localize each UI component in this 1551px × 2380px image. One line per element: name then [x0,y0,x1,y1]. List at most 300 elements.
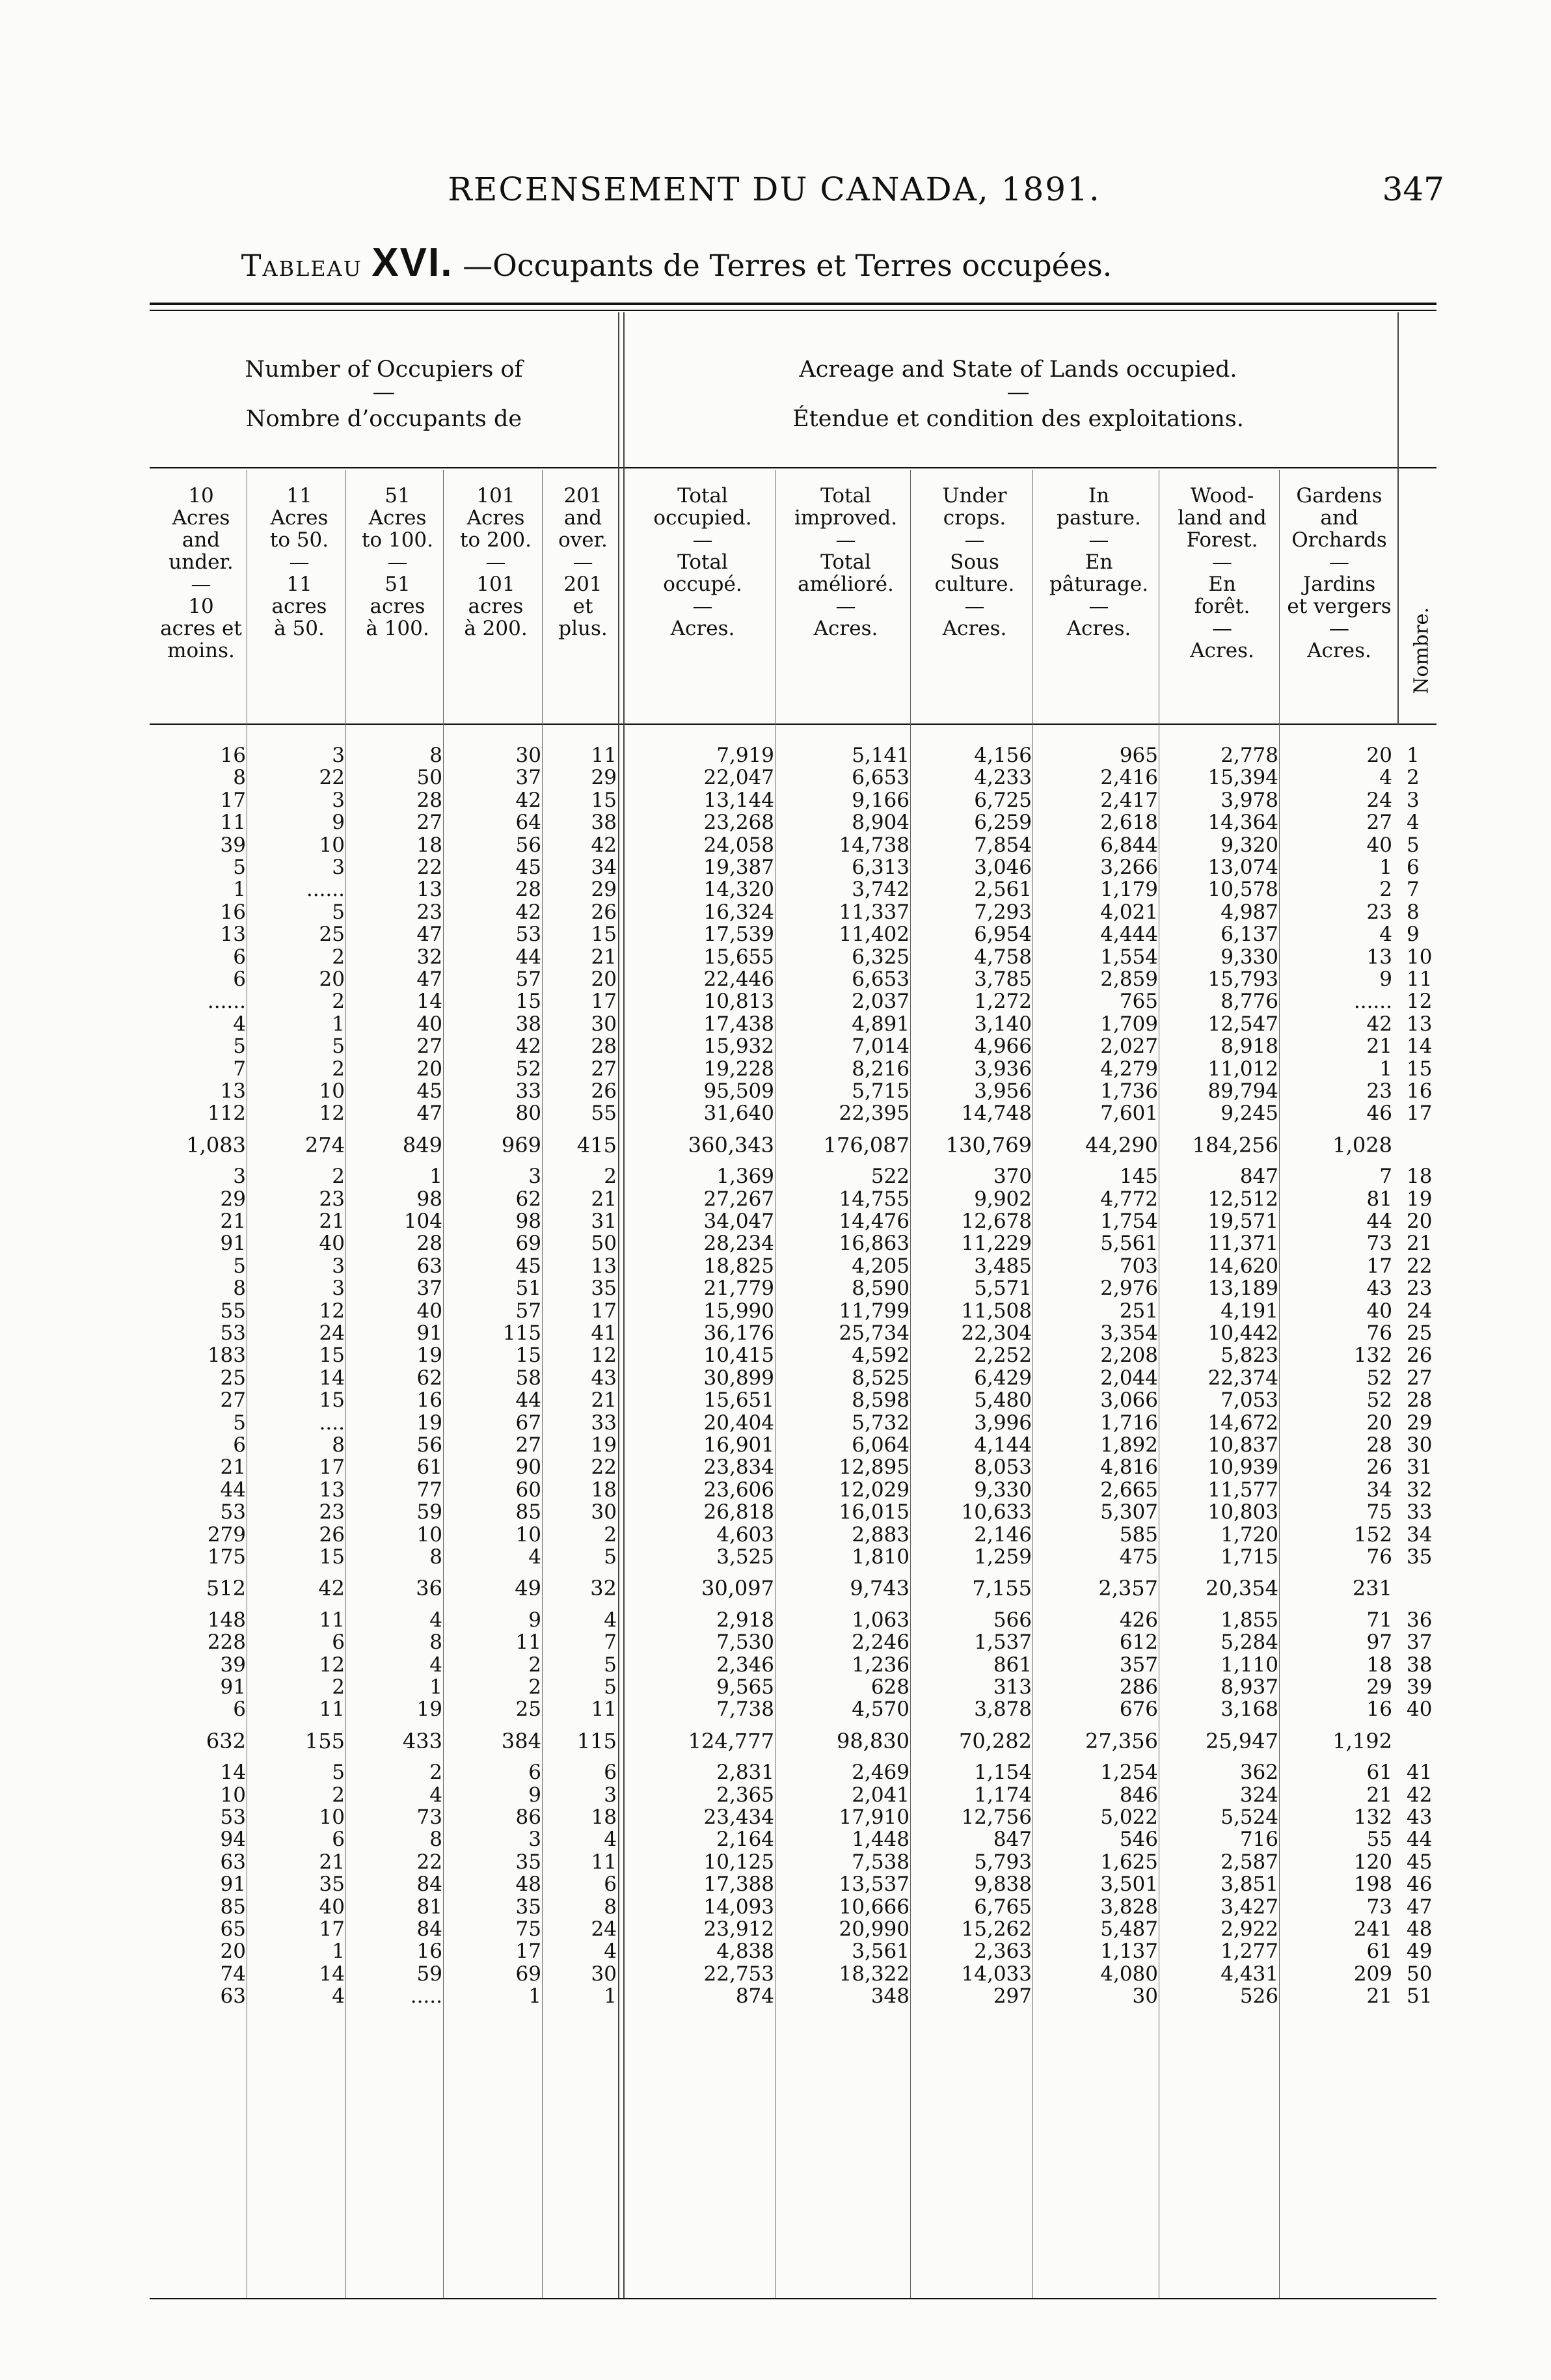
table-cell: 64 [515,811,541,835]
table-cell: 17,438 [703,1012,774,1036]
table-cell: 522 [870,1165,910,1189]
table-cell: 3,996 [974,1411,1032,1435]
table-cell: 41 [591,1321,617,1345]
table-cell: 17,539 [703,923,774,947]
table-cell: 90 [515,1455,541,1480]
table-cell: 228 [207,1630,246,1655]
table-cell: 313 [993,1675,1032,1699]
table-cell: 3,046 [974,856,1032,879]
table-cell: 20,404 [703,1411,774,1435]
table-cell: 14,620 [1207,1254,1278,1278]
column-header-line: 51 [384,484,411,507]
table-cell: 426 [1119,1608,1158,1632]
table-cell: 23,834 [703,1455,774,1480]
table-cell: 11,337 [839,900,910,924]
table-cell: 7 [233,1057,246,1081]
table-cell: 9 [528,1608,541,1632]
table-cell: 11,577 [1207,1478,1278,1502]
table-cell: 27 [220,1388,246,1413]
table-cell: 612 [1119,1630,1158,1655]
column-header-line: — [1088,528,1109,552]
table-cell: 21 [1366,1984,1392,2008]
table-cell: 2,252 [974,1344,1032,1368]
table-row [0,1502,1551,1523]
table-cell: 11 [591,744,617,767]
table-cell: 2 [1379,878,1392,902]
table-cell: 2,561 [974,878,1032,902]
row-number: 14 [1407,1034,1433,1059]
table-cell: 45 [515,1254,541,1278]
table-cell: 2,416 [1100,766,1158,790]
table-cell: 1,855 [1221,1608,1278,1632]
table-cell: 30 [591,1012,617,1036]
table-cell: 7,293 [974,900,1032,924]
column-header-1 [151,485,251,662]
table-cell: 14,755 [839,1187,910,1211]
table-cell: 5 [604,1675,617,1699]
table-row [0,857,1551,878]
table-cell: 30 [591,1500,617,1524]
table-row [0,1301,1551,1322]
table-row [0,1897,1551,1918]
table-cell: 35 [591,1277,617,1301]
table-cell: 18 [416,833,442,857]
row-number: 18 [1407,1165,1433,1189]
table-row [0,947,1551,968]
row-number: 43 [1407,1805,1433,1829]
row-number: 29 [1407,1411,1433,1435]
table-row [0,1919,1551,1940]
table-cell: 7,738 [716,1697,774,1722]
table-cell: 6,765 [974,1895,1032,1919]
table-cell: 24,058 [703,833,774,857]
table-cell: 6,259 [974,811,1032,835]
table-cell: 36,176 [703,1321,774,1345]
table-cell: 22,446 [703,967,774,991]
table-cell: 3 [528,1828,541,1852]
table-cell: 9,565 [716,1675,774,1699]
table-cell: 76 [1366,1321,1392,1345]
row-number: 33 [1407,1500,1433,1524]
row-number: 17 [1407,1102,1433,1126]
table-cell: 5,823 [1221,1344,1278,1368]
table-cell: 3 [332,788,345,812]
table-cell: 57 [515,1299,541,1323]
table-cell: 37 [416,1277,442,1301]
table-cell: 526 [1239,1984,1278,2008]
column-header-line: and [563,506,602,530]
table-cell: 29 [591,766,617,790]
table-cell: 14,476 [839,1210,910,1233]
row-number: 45 [1407,1850,1433,1874]
column-header-line: In [1088,484,1110,507]
table-row [0,1323,1551,1344]
table-cell: 3,978 [1221,788,1278,812]
column-header-line: 10 [188,484,214,507]
row-number: 41 [1407,1761,1433,1785]
table-cell: 25 [220,1366,246,1390]
row-number: 31 [1407,1455,1433,1480]
table-cell: 11,012 [1207,1057,1278,1081]
table-cell: 16,901 [703,1433,774,1457]
table-cell: 52 [515,1057,541,1081]
table-cell: 28 [1366,1433,1392,1457]
table-cell: 15 [319,1344,345,1368]
column-header-line: — [692,595,713,618]
column-header-line: improved. [794,506,898,530]
table-cell: 2,587 [1221,1850,1278,1874]
table-cell: 22,395 [839,1102,910,1126]
table-cell: 30 [591,1962,617,1986]
table-cell: 2,883 [852,1522,910,1547]
table-cell: 2,365 [716,1783,774,1807]
column-header-line: — [835,595,856,618]
table-row [0,1435,1551,1456]
table-cell: 15,655 [703,945,774,969]
table-cell: 2,831 [716,1761,774,1785]
table-cell: 1 [1379,856,1392,879]
column-header-line: acres et [160,617,242,640]
table-cell: 969 [501,1132,541,1157]
row-number: 37 [1407,1630,1433,1655]
table-cell: 19 [416,1344,442,1368]
table-row [0,879,1551,900]
table-cell: 3,501 [1100,1873,1158,1897]
table-cell: 5 [233,1411,246,1435]
table-cell: 4,144 [974,1433,1032,1457]
row-number: 12 [1407,990,1433,1014]
table-cell: 13 [591,1254,617,1278]
table-cell: 9,245 [1221,1102,1278,1126]
table-cell: 21 [319,1850,345,1874]
table-cell: 4,570 [852,1697,910,1722]
table-cell: 1,277 [1221,1940,1278,1964]
table-row [0,991,1551,1012]
table-cell: 1,754 [1100,1210,1158,1233]
table-cell: 11 [319,1608,345,1632]
table-cell: 19,387 [703,856,774,879]
table-cell: 1,028 [1332,1132,1392,1157]
table-cell: ...... [207,990,246,1014]
table-cell: 23 [416,900,442,924]
table-cell: 45 [416,1079,442,1103]
group-header-rule [150,467,1436,468]
table-cell: 51 [515,1277,541,1301]
table-cell: 24 [591,1917,617,1941]
table-cell: 357 [1119,1653,1158,1677]
table-cell: 25 [319,923,345,947]
table-cell: 10 [319,1079,345,1103]
table-cell: 9,330 [1221,945,1278,969]
table-cell: 4,205 [852,1254,910,1278]
table-cell: 44 [515,945,541,969]
table-cell: 40 [1366,1299,1392,1323]
table-cell: 8 [332,1433,345,1457]
table-cell: 7,919 [716,744,774,767]
table-cell: 8 [429,1828,442,1852]
table-cell: 15,394 [1207,766,1278,790]
row-number: 40 [1407,1697,1433,1722]
table-cell: 11,799 [839,1299,910,1323]
table-cell: 2 [332,990,345,1014]
table-cell: 77 [416,1478,442,1502]
table-cell: 9,166 [852,788,910,812]
table-cell: 286 [1119,1675,1158,1699]
table-cell: 67 [515,1411,541,1435]
table-cell: 5 [233,856,246,879]
column-header-line: Acres [270,506,329,530]
row-number: 26 [1407,1344,1433,1368]
column-header-4 [445,485,546,640]
table-cell: 8 [233,1277,246,1301]
column-header-line: Wood- [1190,484,1254,507]
table-cell: 9,330 [974,1478,1032,1502]
table-cell: 6,313 [852,856,910,879]
table-cell: 53 [220,1805,246,1829]
table-cell: 3,427 [1221,1895,1278,1919]
table-cell: 6 [233,945,246,969]
table-cell: 2,363 [974,1940,1032,1964]
table-row [0,1677,1551,1698]
row-number: 23 [1407,1277,1433,1301]
table-cell: 2,346 [716,1653,774,1677]
column-header-line: 11 [286,573,312,596]
table-cell: 4,987 [1221,900,1278,924]
table-cell: 15 [515,1344,541,1368]
table-cell: 175 [207,1545,246,1569]
table-cell: 33 [515,1079,541,1103]
table-cell: 3,785 [974,967,1032,991]
column-header-line: 201 [563,573,602,596]
table-cell: 39 [220,833,246,857]
table-cell: 4,758 [974,945,1032,969]
table-row [0,790,1551,811]
table-cell: 42 [515,900,541,924]
table-cell: 2 [429,1761,442,1785]
row-number: 30 [1407,1433,1433,1457]
table-cell: 22,304 [961,1321,1032,1345]
row-number: 1 [1407,744,1420,767]
column-header-line: — [1212,550,1232,574]
table-cell: 348 [870,1984,910,2008]
table-cell: 2 [604,1165,617,1189]
table-cell: 1,110 [1221,1653,1278,1677]
table-cell: 4,603 [716,1522,774,1547]
column-header-line: plus. [558,617,608,640]
table-cell: 112 [207,1102,246,1126]
table-cell: 8,590 [852,1277,910,1301]
table-cell: 10,939 [1207,1455,1278,1480]
column-header-line: pâturage. [1049,573,1149,596]
table-cell: 4,592 [852,1344,910,1368]
table-cell: 1 [233,878,246,902]
column-header-line: — [485,550,506,574]
table-cell: 43 [591,1366,617,1390]
table-cell: 13 [416,878,442,902]
table-cell: 4,772 [1100,1187,1158,1211]
table-cell: 2 [332,945,345,969]
table-cell: 1,137 [1100,1940,1158,1964]
table-cell: 44 [515,1388,541,1413]
table-cell: 32 [590,1576,617,1601]
table-cell: 2 [332,1783,345,1807]
table-cell: 1,810 [852,1545,910,1569]
table-cell: 15 [515,990,541,1014]
table-cell: 12,512 [1207,1187,1278,1211]
table-cell: 12 [591,1344,617,1368]
table-cell: 10 [515,1522,541,1547]
table-cell: 29 [1366,1675,1392,1699]
column-header-line: 51 [384,573,411,596]
table-cell: 81 [1366,1187,1392,1211]
table-cell: 10 [319,833,345,857]
table-cell: 3,936 [974,1057,1032,1081]
column-header-line: Acres [172,506,230,530]
row-number: 50 [1407,1962,1433,1986]
row-number: 9 [1407,923,1420,947]
table-number: XVI. [371,240,453,285]
table-cell: 6 [233,1433,246,1457]
table-row [0,1655,1551,1676]
table-cell: 1,716 [1100,1411,1158,1435]
table-cell: 76 [1366,1545,1392,1569]
table-cell: 2,164 [716,1828,774,1852]
table-cell: 17,910 [839,1805,910,1829]
table-cell: 35 [515,1895,541,1919]
table-cell: 47 [416,923,442,947]
table-cell: 10,813 [703,990,774,1014]
table-row [0,1610,1551,1631]
table-cell: 2 [528,1653,541,1677]
page-number: 347 [1382,170,1444,208]
table-cell: 21 [1366,1783,1392,1807]
table-cell: 22,047 [703,766,774,790]
table-cell: 23,606 [703,1478,774,1502]
table-cell: 3,828 [1100,1895,1158,1919]
table-cell: 6 [528,1761,541,1785]
table-cell: 40 [1366,833,1392,857]
table-cell: 73 [1366,1232,1392,1256]
column-header-line: Total [820,484,871,507]
table-cell: 80 [515,1102,541,1126]
table-cell: 37 [515,766,541,790]
table-cell: 17 [515,1940,541,1964]
table-row [0,1986,1551,2007]
table-cell: 3 [528,1165,541,1189]
column-header-line: Acres. [1190,639,1254,662]
table-cell: 6 [604,1761,617,1785]
column-header-line: occupé. [663,573,742,596]
table-cell: 91 [220,1675,246,1699]
table-row [0,812,1551,833]
table-cell: 1,625 [1100,1850,1158,1874]
table-cell: 11,229 [961,1232,1032,1256]
table-cell: 59 [416,1962,442,1986]
table-cell: 4 [604,1940,617,1964]
column-header-line: acres [370,595,425,618]
table-cell: 1,715 [1221,1545,1278,1569]
column-header-line: — [1329,550,1349,574]
table-cell: 5,284 [1221,1630,1278,1655]
table-cell: 23,912 [703,1917,774,1941]
table-cell: 2,922 [1221,1917,1278,1941]
table-cell: 20 [220,1940,246,1964]
row-number: 28 [1407,1388,1433,1413]
table-cell: 546 [1119,1828,1158,1852]
table-cell: 31 [591,1210,617,1233]
table-cell: 297 [993,1984,1032,2008]
column-header-7 [777,485,915,640]
table-cell: 8,918 [1221,1034,1278,1059]
table-cell: 370 [993,1165,1032,1189]
table-cell: 20 [1366,744,1392,767]
column-header-line: acres [468,595,524,618]
table-cell: 9,320 [1221,833,1278,857]
table-cell: 27 [416,811,442,835]
row-number: 16 [1407,1079,1433,1103]
table-row [0,835,1551,856]
table-cell: 155 [304,1728,345,1753]
table-cell: 5,487 [1100,1917,1158,1941]
table-cell: 846 [1119,1783,1158,1807]
table-cell: 6,429 [974,1366,1032,1390]
table-cell: 47 [416,967,442,991]
table-cell: 58 [515,1366,541,1390]
table-cell: 874 [735,1984,774,2008]
table-cell: 17 [1366,1254,1392,1278]
table-cell: 632 [206,1728,246,1753]
table-cell: 42 [515,1034,541,1059]
table-cell: 274 [304,1132,345,1157]
table-cell: 11,508 [961,1299,1032,1323]
column-header-line: Forest. [1186,528,1258,552]
table-cell: 847 [1239,1165,1278,1189]
table-row [0,1081,1551,1102]
subtotal-row [0,1728,1551,1753]
column-header-rule [150,723,1436,725]
table-cell: 5,524 [1221,1805,1278,1829]
table-cell: 13,074 [1207,856,1278,879]
table-cell: 861 [993,1653,1032,1677]
table-cell: 15 [319,1545,345,1569]
row-number: 35 [1407,1545,1433,1569]
table-cell: 11,402 [839,923,910,947]
table-cell: 1,192 [1332,1728,1392,1753]
table-cell: 965 [1119,744,1158,767]
table-cell: 39 [220,1653,246,1677]
acreage-group-header: Acreage and State of Lands occupied. — Étendue et condition des exploitations. [792,357,1244,432]
table-cell: 6 [233,1697,246,1722]
table-cell: 5 [332,1034,345,1059]
table-cell: 7,014 [852,1034,910,1059]
table-cell: 44,290 [1085,1132,1158,1157]
table-row [0,1964,1551,1985]
table-cell: 14 [416,990,442,1014]
table-cell: 145 [1119,1165,1158,1189]
table-cell: 35 [515,1850,541,1874]
table-cell: .... [319,1411,345,1435]
table-caption: —Occupants de Terres et Terres occupées. [463,248,1113,283]
table-row [0,902,1551,923]
table-cell: 1,063 [852,1608,910,1632]
table-cell: 10 [416,1522,442,1547]
table-cell: 74 [220,1962,246,1986]
column-header-line: Total [677,550,728,574]
table-cell: 849 [402,1132,442,1157]
table-cell: 10,633 [961,1500,1032,1524]
table-row [0,1059,1551,1080]
table-row [0,1233,1551,1254]
